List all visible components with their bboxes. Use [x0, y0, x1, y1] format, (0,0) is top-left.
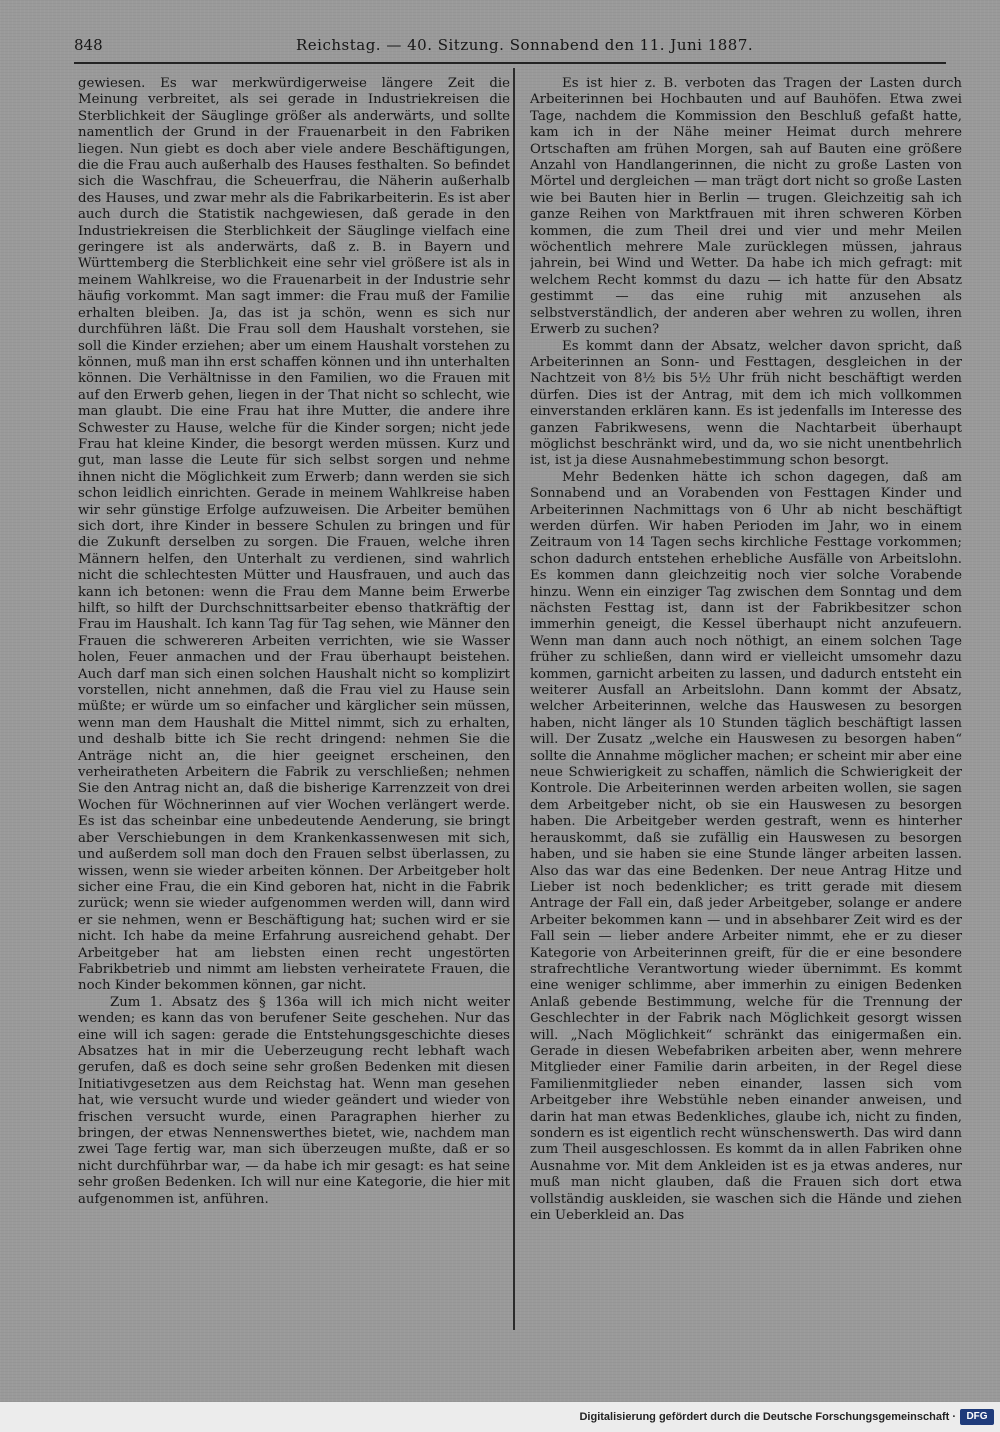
page-header [74, 34, 946, 58]
paragraph: gewiesen. Es war merkwürdigerweise längere Zeit die Meinung verbreitet, als sei gerade in Industriekreisen die Sterblichkeit der Säuglinge größer als anderwärts, und sollte namentlich der Grund in der Frauenarbeit in den Fabriken liegen. Nun giebt es doch aber viele andere Beschäftigungen, die die Frau auch außerhalb des Hauses festhalten. So befindet sich die Waschfrau, die Scheuerfrau, die Näherin außerhalb des Hauses, und zwar mehr als die Fabrikarbeiterin. Es ist aber auch durch die Statistik nachgewiesen, daß gerade in den Industriekreisen die Sterblichkeit der Säuglinge vielfach eine geringere ist als anderwärts, daß z. B. in Bayern und Württemberg die Sterblichkeit eine sehr viel größere ist als in meinem Wahlkreise, wo die Frauenarbeit in der Industrie sehr häufig vorkommt. Man sagt immer: die Frau muß der Familie erhalten bleiben. Ja, das ist ja schön, wenn es sich nur durchführen läßt. Die Frau soll dem Haushalt vorstehen, sie soll die Kinder erziehen; aber um einem Haushalt vorstehen zu können, muß man ihn erst schaffen können und ihn unterhalten können. Die Verhältnisse in den Familien, wo die Frauen mit auf den Erwerb gehen, liegen in der That nicht so schlecht, wie man glaubt. Die eine Frau hat ihre Mutter, die andere ihre Schwester zu Hause, welche für die Kinder sorgen; nicht jede Frau hat kleine Kinder, die besorgt werden müssen. Kurz und gut, man lasse die Leute für sich selbst sorgen und nehme ihnen nicht die Möglichkeit zum Erwerb; dann werden sie sich schon leidlich einrichten. Gerade in meinem Wahlkreise haben wir sehr günstige Erfolge aufzuweisen. Die Arbeiter bemühen sich dort, ihre Kinder in bessere Schulen zu bringen und für die Zukunft derselben zu sorgen. Die Frauen, welche ihren Männern helfen, den Unterhalt zu verdienen, sind wahrlich nicht die schlechtesten Mütter und Hausfrauen, und auch das kann ich betonen: wenn die Frau dem Manne beim Erwerbe hilft, so hilft der Durchschnittsarbeiter ebenso thatkräftig der Frau im Haushalt. Ich kann Tag für Tag sehen, wie Männer den Frauen die schwereren Arbeiten verrichten, wie sie Wasser holen, Feuer anmachen und der Frau überhaupt beistehen. Auch darf man sich einen solchen Haushalt nicht so komplizirt vorstellen, nicht annehmen, daß die Frau viel zu Hause sein müßte; er würde um so einfacher und kärglicher sein müssen, wenn man dem Haushalt die Mittel nimmt, sich zu erhalten, und deshalb bitte ich Sie recht dringend: nehmen Sie die Anträge nicht an, die hier geeignet erscheinen, den verheiratheten Arbeitern die Fabrik zu verschließen; nehmen Sie den Antrag nicht an, daß die bisherige Karrenzzeit von drei Wochen für Wöchnerinnen auf vier Wochen verlängert werde. Es ist das scheinbar eine unbedeutende Aenderung, sie bringt aber Verschiebungen in dem Krankenkassenwesen mit sich, und außerdem soll man doch den Frauen selbst überlassen, zu wissen, wenn sie wieder arbeiten können. Der Arbeitgeber holt sicher eine Frau, die ein Kind geboren hat, nicht in die Fabrik zurück; wenn sie wieder aufgenommen werden will, dann wird er sie nehmen, wenn er Beschäftigung hat; suchen wird er sie nicht. Ich habe da meine Erfahrung ausreichend gehabt. Der Arbeitgeber hat am liebsten einen recht ungestörten Fabrikbetrieb und nimmt am liebsten verheiratete Frauen, die noch Kinder bekommen können, gar nicht. [78, 76, 510, 994]
column-divider [513, 68, 515, 1330]
header-rule [74, 62, 946, 64]
dfg-logo: DFG [960, 1409, 994, 1425]
page-number: 848 [74, 36, 103, 54]
paragraph: Mehr Bedenken hätte ich schon dagegen, daß am Sonnabend und an Vorabenden von Festtagen Kinder und Arbeiterinnen Nachmittags von 6 Uhr ab nicht beschäftigt werden dürfen. Wir haben Perioden im Jahr, wo in einem Zeitraum von 14 Tagen sechs kirchliche Festtage vorkommen; schon dadurch entstehen erhebliche Ausfälle von Arbeitslohn. Es kommen dann gleichzeitig noch vier solche Vorabende hinzu. Wenn ein einziger Tag zwischen dem Sonntag und dem nächsten Festtag ist, dann ist der Fabrikbesitzer schon immerhin geneigt, die Kessel überhaupt nicht anzufeuern. Wenn man dann auch noch nöthigt, an einem solchen Tage früher zu schließen, dann wird er vielleicht umsomehr dazu kommen, garnicht arbeiten zu lassen, und dadurch entsteht ein weiterer Ausfall an Arbeitslohn. Dann kommt der Absatz, welcher Arbeiterinnen, welche das Hauswesen zu besorgen haben, nicht länger als 10 Stunden täglich beschäftigt lassen will. Der Zusatz „welche ein Hauswesen zu besorgen haben“ sollte die Annahme möglicher machen; er scheint mir aber eine neue Schwierigkeit zu schaffen, nämlich die Schwierigkeit der Kontrole. Die Arbeiterinnen werden arbeiten wollen, sie sagen dem Arbeitgeber nicht, ob sie ein Hauswesen zu besorgen haben. Die Arbeitgeber werden gestraft, wenn es hinterher herauskommt, daß sie zufällig ein Hauswesen zu besorgen haben, und sie haben sie eine Stunde länger arbeiten lassen. Also das war das eine Bedenken. Der neue Antrag Hitze und Lieber ist noch bedenklicher; es tritt gerade mit diesem Antrage der Fall ein, daß jeder Arbeitgeber, solange er andere Arbeiter bekommen kann — und in absehbarer Zeit wird es der Fall sein — lieber andere Arbeiter nimmt, ehe er zu dieser Kategorie von Arbeiterinnen greift, für die er eine besondere strafrechtliche Verantwortung wieder übernimmt. Es kommt eine weniger schlimme, aber immerhin zu einigen Bedenken Anlaß gebende Bestimmung, welche für die Trennung der Geschlechter in der Fabrik nach Möglichkeit gesorgt wissen will. „Nach Möglichkeit“ schränkt das einigermaßen ein. Gerade in diesen Webefabriken arbeiten aber, wenn mehrere Mitglieder einer Familie darin arbeiten, in der Regel diese Familienmitglieder neben einander, lassen sich vom Arbeitgeber ihre Webstühle neben einander anweisen, und darin hat man etwas Bedenkliches, glaube ich, nicht zu finden, sondern es ist eigentlich recht wünschenswerth. Das wird dann zum Theil ausgeschlossen. Es kommt da in allen Fabriken ohne Ausnahme vor. Mit dem Ankleiden ist es ja etwas anderes, nur muß man nicht glauben, daß die Frauen sich dort etwa vollständig auskleiden, sie waschen sich die Hände und ziehen ein Ueberkleid an. Das [530, 469, 962, 1224]
paragraph: Es kommt dann der Absatz, welcher davon spricht, daß Arbeiterinnen an Sonn- und Festtagen, desgleichen in der Nachtzeit von 8½ bis 5½ Uhr früh nicht beschäftigt werden dürfen. Dies ist der Antrag, mit dem ich mich vollkommen einverstanden erklären kann. Es ist jedenfalls im Interesse des ganzen Fabrikwesens, wenn die Nachtarbeit überhaupt möglichst beschränkt wird, und da, wo sie nicht unentbehrlich ist, ist ja diese Ausnahmebestimmung schon besorgt. [530, 338, 962, 469]
paragraph: Zum 1. Absatz des § 136a will ich mich nicht weiter wenden; es kann das von berufener Seite geschehen. Nur das eine will ich sagen: gerade die Entstehungsgeschichte dieses Absatzes hat in mir die Ueberzeugung recht lebhaft wach gerufen, daß es doch seine sehr großen Bedenken mit diesen Initiativgesetzen aus dem Reichstag hat. Wenn man gesehen hat, wie versucht wurde und wieder geändert und wieder von frischen versucht wurde, einen Paragraphen hierher zu bringen, der etwas Nennenswerthes bietet, wie, nachdem man zwei Tage fertig war, man sich überzeugen mußte, daß er so nicht durchführbar war, — da habe ich mir gesagt: es hat seine sehr großen Bedenken. Ich will nur eine Kategorie, die hier mit aufgenommen ist, anführen. [78, 994, 510, 1207]
funding-note: Digitalisierung gefördert durch die Deutsche Forschungsgemeinschaft · [579, 1411, 956, 1423]
right-column [530, 76, 962, 1334]
footer-bar [0, 1402, 1000, 1432]
left-column [78, 76, 510, 1334]
running-head: Reichstag. — 40. Sitzung. Sonnabend den 11. Juni 1887. [296, 36, 754, 54]
paragraph: Es ist hier z. B. verboten das Tragen der Lasten durch Arbeiterinnen bei Hochbauten und auf Bauhöfen. Etwa zwei Tage, nachdem die Kommission den Beschluß gefaßt hatte, kam ich in der Nähe meiner Heimat durch mehrere Ortschaften am frühen Morgen, sah auf Bauten eine größere Anzahl von Handlangerinnen, die nicht zu große Lasten von Mörtel und dergleichen — man trägt dort nicht so große Lasten wie bei Bauten hier in Berlin — trugen. Gleichzeitig sah ich ganze Reihen von Marktfrauen mit ihren schweren Körben kommen, die zum Theil drei und vier und mehr Meilen wöchentlich mehrere Male zurücklegen müssen, jahraus jahrein, bei Wind und Wetter. Da habe ich mich gefragt: mit welchem Recht kommst du dazu — ich hatte für den Absatz gestimmt — das eine ruhig mit anzusehen als selbstverständlich, der anderen aber wehren zu wollen, ihren Erwerb zu suchen? [530, 76, 962, 338]
